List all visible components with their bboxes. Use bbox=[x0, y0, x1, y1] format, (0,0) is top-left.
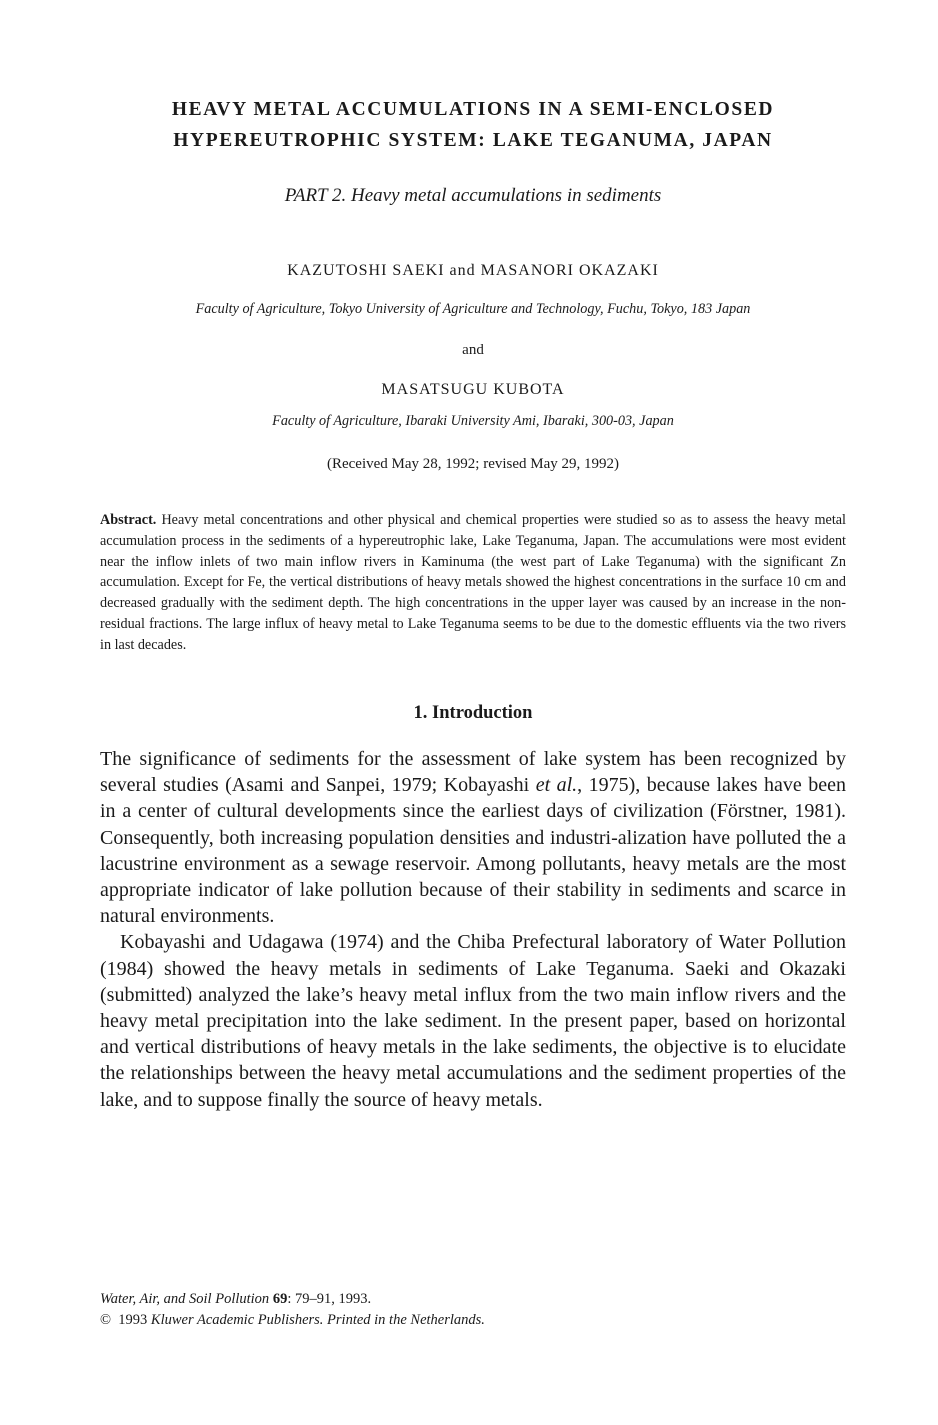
section-heading-introduction: 1. Introduction bbox=[413, 703, 533, 723]
authors-secondary: MASATSUGU KUBOTA bbox=[381, 381, 565, 398]
affiliation-secondary: Faculty of Agriculture, Ibaraki University Ami, Ibaraki, 300-03, Japan bbox=[272, 413, 674, 429]
copyright-line bbox=[100, 1310, 700, 1331]
introduction-body bbox=[100, 746, 846, 1113]
paragraph-1-part-2: , 1975), because lakes have been in a center of cultural developments since the earliest days of civilization (Förstner, 1981). Consequently, both increasing population densities and industri-alization have polluted the a lacustrine environment as a sewage reservoir. Among pollutants, heavy metals are the most appropriate indicator of lake pollution because of their stability in sediments and scarce in natural environments. bbox=[100, 774, 847, 928]
paragraph-2: Kobayashi and Udagawa (1974) and the Chiba Prefectural laboratory of Water Pollution (1984) showed the heavy metals in sediments of Lake Teganuma. Saeki and Okazaki (submitted) analyzed the lake’s heavy metal influx from the two main inflow rivers and the heavy metal precipitation into the lake sediment. In the present paper, based on horizontal and vertical distributions of heavy metals in the lake sediments, the objective is to elucidate the relationships between the heavy metal accumulations and the sediment properties of the lake, and to suppose finally the source of heavy metals. bbox=[100, 931, 846, 1111]
journal-name: Water, Air, and Soil Pollution bbox=[100, 1291, 270, 1307]
authors-primary: KAZUTOSHI SAEKI and MASANORI OKAZAKI bbox=[287, 262, 659, 279]
authors-conjunction: and bbox=[462, 342, 484, 358]
abstract-text: Heavy metal concentrations and other physical and chemical properties were studied so as to assess the heavy metal accumulation process in the sediments of a hypereutrophic lake, Lake Teganuma, Japan. The accumulations were most evident near the inflow inlets of two main inflow rivers in Kaminuma (the west part of Lake Teganuma) with the significant Zn accumulation. Except for Fe, the vertical distributions of heavy metals showed the highest concentrations in the surface 10 cm and decreased gradually with the sediment depth. The high concentrations in the upper layer was caused by an increase in the non-residual fractions. The large influx of heavy metal to Lake Teganuma seems to be due to the domestic effluents via the two rivers in last decades. bbox=[100, 512, 847, 653]
title-line-2: HYPEREUTROPHIC SYSTEM: LAKE TEGANUMA, JAPAN bbox=[173, 130, 773, 151]
title-line-1: HEAVY METAL ACCUMULATIONS IN A SEMI-ENCLOSED bbox=[171, 99, 775, 120]
journal-pages: : 79–91, 1993. bbox=[287, 1291, 372, 1307]
publisher-name: Kluwer Academic Publishers. Printed in the Netherlands. bbox=[150, 1312, 485, 1328]
paragraph-1-part-1: The significance of sediments for the assessment of lake system has been recognized by several studies (Asami and Sanpei, 1979; Kobayashi bbox=[100, 748, 846, 797]
citation-footer bbox=[100, 1289, 700, 1331]
journal-citation bbox=[100, 1289, 700, 1310]
copyright-year: 1993 bbox=[118, 1312, 148, 1328]
paper-subtitle: PART 2. Heavy metal accumulations in sediments bbox=[284, 185, 662, 206]
et-al: et al. bbox=[535, 774, 578, 797]
journal-volume: 69 bbox=[272, 1291, 288, 1307]
copyright-icon: © bbox=[100, 1312, 112, 1328]
abstract bbox=[100, 510, 846, 656]
received-dates: (Received May 28, 1992; revised May 29, 1992) bbox=[326, 456, 620, 472]
affiliation-primary: Faculty of Agriculture, Tokyo University of Agriculture and Technology, Fuchu, Tokyo, 183 Japan bbox=[195, 301, 751, 317]
paragraph-1 bbox=[100, 746, 846, 929]
paper-title bbox=[100, 94, 846, 156]
abstract-label: Abstract. bbox=[100, 512, 157, 528]
